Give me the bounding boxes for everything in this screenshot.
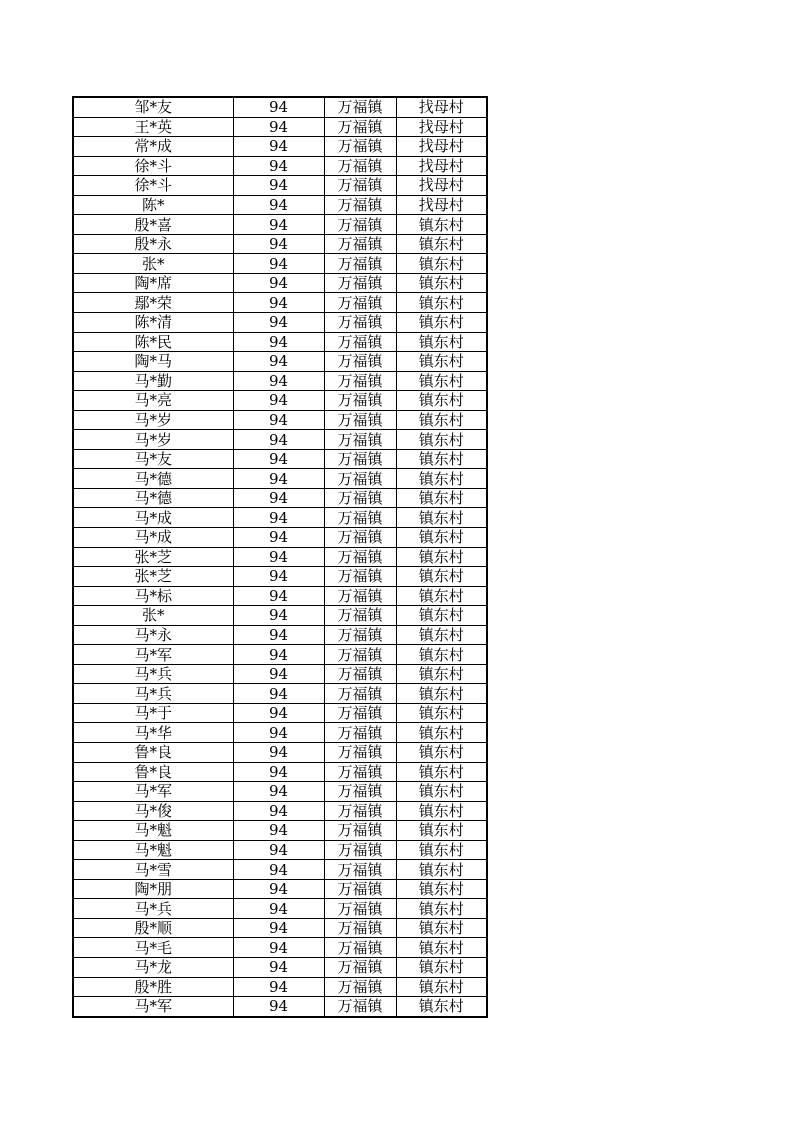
name-cell: 马*雪	[73, 860, 233, 880]
table-row	[73, 371, 487, 391]
village-cell: 镇东村	[396, 430, 487, 450]
town-cell: 万福镇	[324, 958, 396, 978]
name-cell: 鲁*良	[73, 743, 233, 763]
village-cell: 镇东村	[396, 958, 487, 978]
age-cell: 94	[233, 156, 324, 176]
age-cell: 94	[233, 840, 324, 860]
table-row	[73, 469, 487, 489]
data-table	[72, 96, 488, 1018]
table-row	[73, 918, 487, 938]
name-cell: 马*德	[73, 469, 233, 489]
village-cell: 找母村	[396, 176, 487, 196]
table-row	[73, 684, 487, 704]
village-cell: 镇东村	[396, 449, 487, 469]
name-cell: 常*成	[73, 137, 233, 157]
age-cell: 94	[233, 371, 324, 391]
table-row	[73, 664, 487, 684]
age-cell: 94	[233, 625, 324, 645]
village-cell: 镇东村	[396, 293, 487, 313]
table-row	[73, 547, 487, 567]
name-cell: 马*亮	[73, 391, 233, 411]
town-cell: 万福镇	[324, 469, 396, 489]
table-row	[73, 508, 487, 528]
village-cell: 镇东村	[396, 410, 487, 430]
town-cell: 万福镇	[324, 488, 396, 508]
name-cell: 陈*清	[73, 312, 233, 332]
age-cell: 94	[233, 664, 324, 684]
table-row	[73, 567, 487, 587]
age-cell: 94	[233, 645, 324, 665]
village-cell: 镇东村	[396, 997, 487, 1017]
town-cell: 万福镇	[324, 137, 396, 157]
age-cell: 94	[233, 703, 324, 723]
town-cell: 万福镇	[324, 879, 396, 899]
town-cell: 万福镇	[324, 176, 396, 196]
table-row	[73, 586, 487, 606]
age-cell: 94	[233, 410, 324, 430]
name-cell: 马*成	[73, 508, 233, 528]
table-body	[73, 97, 487, 1017]
age-cell: 94	[233, 254, 324, 274]
village-cell: 镇东村	[396, 938, 487, 958]
town-cell: 万福镇	[324, 215, 396, 235]
age-cell: 94	[233, 899, 324, 919]
town-cell: 万福镇	[324, 332, 396, 352]
table-row	[73, 273, 487, 293]
village-cell: 镇东村	[396, 391, 487, 411]
village-cell: 镇东村	[396, 762, 487, 782]
village-cell: 镇东村	[396, 840, 487, 860]
age-cell: 94	[233, 430, 324, 450]
village-cell: 镇东村	[396, 254, 487, 274]
table-row	[73, 430, 487, 450]
village-cell: 镇东村	[396, 801, 487, 821]
town-cell: 万福镇	[324, 723, 396, 743]
table-row	[73, 977, 487, 997]
town-cell: 万福镇	[324, 684, 396, 704]
age-cell: 94	[233, 938, 324, 958]
table-row	[73, 176, 487, 196]
table-row	[73, 293, 487, 313]
age-cell: 94	[233, 762, 324, 782]
table-row	[73, 997, 487, 1017]
age-cell: 94	[233, 137, 324, 157]
town-cell: 万福镇	[324, 352, 396, 372]
age-cell: 94	[233, 508, 324, 528]
town-cell: 万福镇	[324, 430, 396, 450]
village-cell: 镇东村	[396, 899, 487, 919]
village-cell: 镇东村	[396, 332, 487, 352]
name-cell: 马*魁	[73, 821, 233, 841]
table-row	[73, 840, 487, 860]
town-cell: 万福镇	[324, 997, 396, 1017]
name-cell: 张*芝	[73, 567, 233, 587]
village-cell: 镇东村	[396, 860, 487, 880]
town-cell: 万福镇	[324, 586, 396, 606]
name-cell: 张*	[73, 606, 233, 626]
table-row	[73, 352, 487, 372]
name-cell: 马*岁	[73, 430, 233, 450]
table-row	[73, 801, 487, 821]
village-cell: 镇东村	[396, 527, 487, 547]
village-cell: 镇东村	[396, 918, 487, 938]
town-cell: 万福镇	[324, 547, 396, 567]
village-cell: 镇东村	[396, 782, 487, 802]
name-cell: 鲁*良	[73, 762, 233, 782]
table-row	[73, 860, 487, 880]
town-cell: 万福镇	[324, 117, 396, 137]
town-cell: 万福镇	[324, 312, 396, 332]
village-cell: 镇东村	[396, 352, 487, 372]
age-cell: 94	[233, 469, 324, 489]
age-cell: 94	[233, 352, 324, 372]
village-cell: 镇东村	[396, 508, 487, 528]
village-cell: 镇东村	[396, 879, 487, 899]
age-cell: 94	[233, 234, 324, 254]
table-row	[73, 938, 487, 958]
name-cell: 马*于	[73, 703, 233, 723]
name-cell: 马*军	[73, 645, 233, 665]
table-row	[73, 703, 487, 723]
table-row	[73, 782, 487, 802]
name-cell: 殷*顺	[73, 918, 233, 938]
table-row	[73, 899, 487, 919]
town-cell: 万福镇	[324, 664, 396, 684]
age-cell: 94	[233, 723, 324, 743]
town-cell: 万福镇	[324, 254, 396, 274]
village-cell: 镇东村	[396, 273, 487, 293]
age-cell: 94	[233, 821, 324, 841]
age-cell: 94	[233, 801, 324, 821]
age-cell: 94	[233, 293, 324, 313]
village-cell: 镇东村	[396, 215, 487, 235]
name-cell: 陶*马	[73, 352, 233, 372]
age-cell: 94	[233, 195, 324, 215]
age-cell: 94	[233, 547, 324, 567]
age-cell: 94	[233, 488, 324, 508]
village-cell: 镇东村	[396, 234, 487, 254]
name-cell: 徐*斗	[73, 156, 233, 176]
table-row	[73, 958, 487, 978]
name-cell: 马*龙	[73, 958, 233, 978]
age-cell: 94	[233, 332, 324, 352]
age-cell: 94	[233, 918, 324, 938]
table-row	[73, 723, 487, 743]
age-cell: 94	[233, 97, 324, 117]
table-row	[73, 117, 487, 137]
town-cell: 万福镇	[324, 918, 396, 938]
village-cell: 镇东村	[396, 567, 487, 587]
name-cell: 马*军	[73, 782, 233, 802]
village-cell: 找母村	[396, 195, 487, 215]
town-cell: 万福镇	[324, 527, 396, 547]
name-cell: 陈*	[73, 195, 233, 215]
age-cell: 94	[233, 977, 324, 997]
town-cell: 万福镇	[324, 97, 396, 117]
town-cell: 万福镇	[324, 899, 396, 919]
age-cell: 94	[233, 273, 324, 293]
name-cell: 马*勤	[73, 371, 233, 391]
name-cell: 马*毛	[73, 938, 233, 958]
table-row	[73, 391, 487, 411]
table-row	[73, 879, 487, 899]
age-cell: 94	[233, 997, 324, 1017]
table-row	[73, 254, 487, 274]
table-row	[73, 606, 487, 626]
table-row	[73, 97, 487, 117]
town-cell: 万福镇	[324, 449, 396, 469]
table-row	[73, 743, 487, 763]
name-cell: 殷*胜	[73, 977, 233, 997]
name-cell: 马*军	[73, 997, 233, 1017]
table-row	[73, 625, 487, 645]
table-row	[73, 821, 487, 841]
town-cell: 万福镇	[324, 782, 396, 802]
village-cell: 镇东村	[396, 684, 487, 704]
name-cell: 徐*斗	[73, 176, 233, 196]
village-cell: 镇东村	[396, 664, 487, 684]
name-cell: 马*兵	[73, 684, 233, 704]
village-cell: 镇东村	[396, 723, 487, 743]
name-cell: 马*德	[73, 488, 233, 508]
name-cell: 马*华	[73, 723, 233, 743]
table-row	[73, 312, 487, 332]
name-cell: 王*英	[73, 117, 233, 137]
table-row	[73, 449, 487, 469]
table-row	[73, 156, 487, 176]
town-cell: 万福镇	[324, 977, 396, 997]
town-cell: 万福镇	[324, 840, 396, 860]
town-cell: 万福镇	[324, 195, 396, 215]
village-cell: 找母村	[396, 156, 487, 176]
town-cell: 万福镇	[324, 606, 396, 626]
age-cell: 94	[233, 391, 324, 411]
town-cell: 万福镇	[324, 645, 396, 665]
name-cell: 马*兵	[73, 899, 233, 919]
town-cell: 万福镇	[324, 234, 396, 254]
name-cell: 张*芝	[73, 547, 233, 567]
name-cell: 马*友	[73, 449, 233, 469]
town-cell: 万福镇	[324, 860, 396, 880]
age-cell: 94	[233, 879, 324, 899]
town-cell: 万福镇	[324, 938, 396, 958]
village-cell: 镇东村	[396, 586, 487, 606]
village-cell: 镇东村	[396, 977, 487, 997]
town-cell: 万福镇	[324, 567, 396, 587]
village-cell: 镇东村	[396, 488, 487, 508]
age-cell: 94	[233, 176, 324, 196]
village-cell: 镇东村	[396, 743, 487, 763]
village-cell: 镇东村	[396, 645, 487, 665]
town-cell: 万福镇	[324, 703, 396, 723]
village-cell: 镇东村	[396, 606, 487, 626]
table-row	[73, 195, 487, 215]
age-cell: 94	[233, 606, 324, 626]
town-cell: 万福镇	[324, 508, 396, 528]
village-cell: 找母村	[396, 117, 487, 137]
village-cell: 镇东村	[396, 371, 487, 391]
table-row	[73, 410, 487, 430]
name-cell: 张*	[73, 254, 233, 274]
age-cell: 94	[233, 215, 324, 235]
village-cell: 镇东村	[396, 821, 487, 841]
name-cell: 陶*朋	[73, 879, 233, 899]
name-cell: 马*标	[73, 586, 233, 606]
name-cell: 殷*永	[73, 234, 233, 254]
age-cell: 94	[233, 567, 324, 587]
age-cell: 94	[233, 527, 324, 547]
name-cell: 马*魁	[73, 840, 233, 860]
town-cell: 万福镇	[324, 371, 396, 391]
age-cell: 94	[233, 312, 324, 332]
town-cell: 万福镇	[324, 625, 396, 645]
town-cell: 万福镇	[324, 821, 396, 841]
town-cell: 万福镇	[324, 156, 396, 176]
table-row	[73, 137, 487, 157]
name-cell: 陈*民	[73, 332, 233, 352]
town-cell: 万福镇	[324, 293, 396, 313]
age-cell: 94	[233, 958, 324, 978]
name-cell: 马*俊	[73, 801, 233, 821]
age-cell: 94	[233, 860, 324, 880]
table-row	[73, 215, 487, 235]
name-cell: 马*岁	[73, 410, 233, 430]
village-cell: 镇东村	[396, 703, 487, 723]
age-cell: 94	[233, 449, 324, 469]
age-cell: 94	[233, 782, 324, 802]
name-cell: 邹*友	[73, 97, 233, 117]
table-row	[73, 488, 487, 508]
age-cell: 94	[233, 743, 324, 763]
age-cell: 94	[233, 684, 324, 704]
town-cell: 万福镇	[324, 762, 396, 782]
table-row	[73, 762, 487, 782]
age-cell: 94	[233, 117, 324, 137]
village-cell: 镇东村	[396, 625, 487, 645]
town-cell: 万福镇	[324, 743, 396, 763]
town-cell: 万福镇	[324, 801, 396, 821]
age-cell: 94	[233, 586, 324, 606]
name-cell: 殷*喜	[73, 215, 233, 235]
village-cell: 找母村	[396, 97, 487, 117]
table-row	[73, 234, 487, 254]
town-cell: 万福镇	[324, 410, 396, 430]
town-cell: 万福镇	[324, 273, 396, 293]
village-cell: 镇东村	[396, 312, 487, 332]
table-row	[73, 527, 487, 547]
village-cell: 镇东村	[396, 469, 487, 489]
village-cell: 镇东村	[396, 547, 487, 567]
table-row	[73, 332, 487, 352]
name-cell: 陶*席	[73, 273, 233, 293]
village-cell: 找母村	[396, 137, 487, 157]
name-cell: 马*成	[73, 527, 233, 547]
name-cell: 马*兵	[73, 664, 233, 684]
name-cell: 鄢*荣	[73, 293, 233, 313]
name-cell: 马*永	[73, 625, 233, 645]
town-cell: 万福镇	[324, 391, 396, 411]
table-row	[73, 645, 487, 665]
